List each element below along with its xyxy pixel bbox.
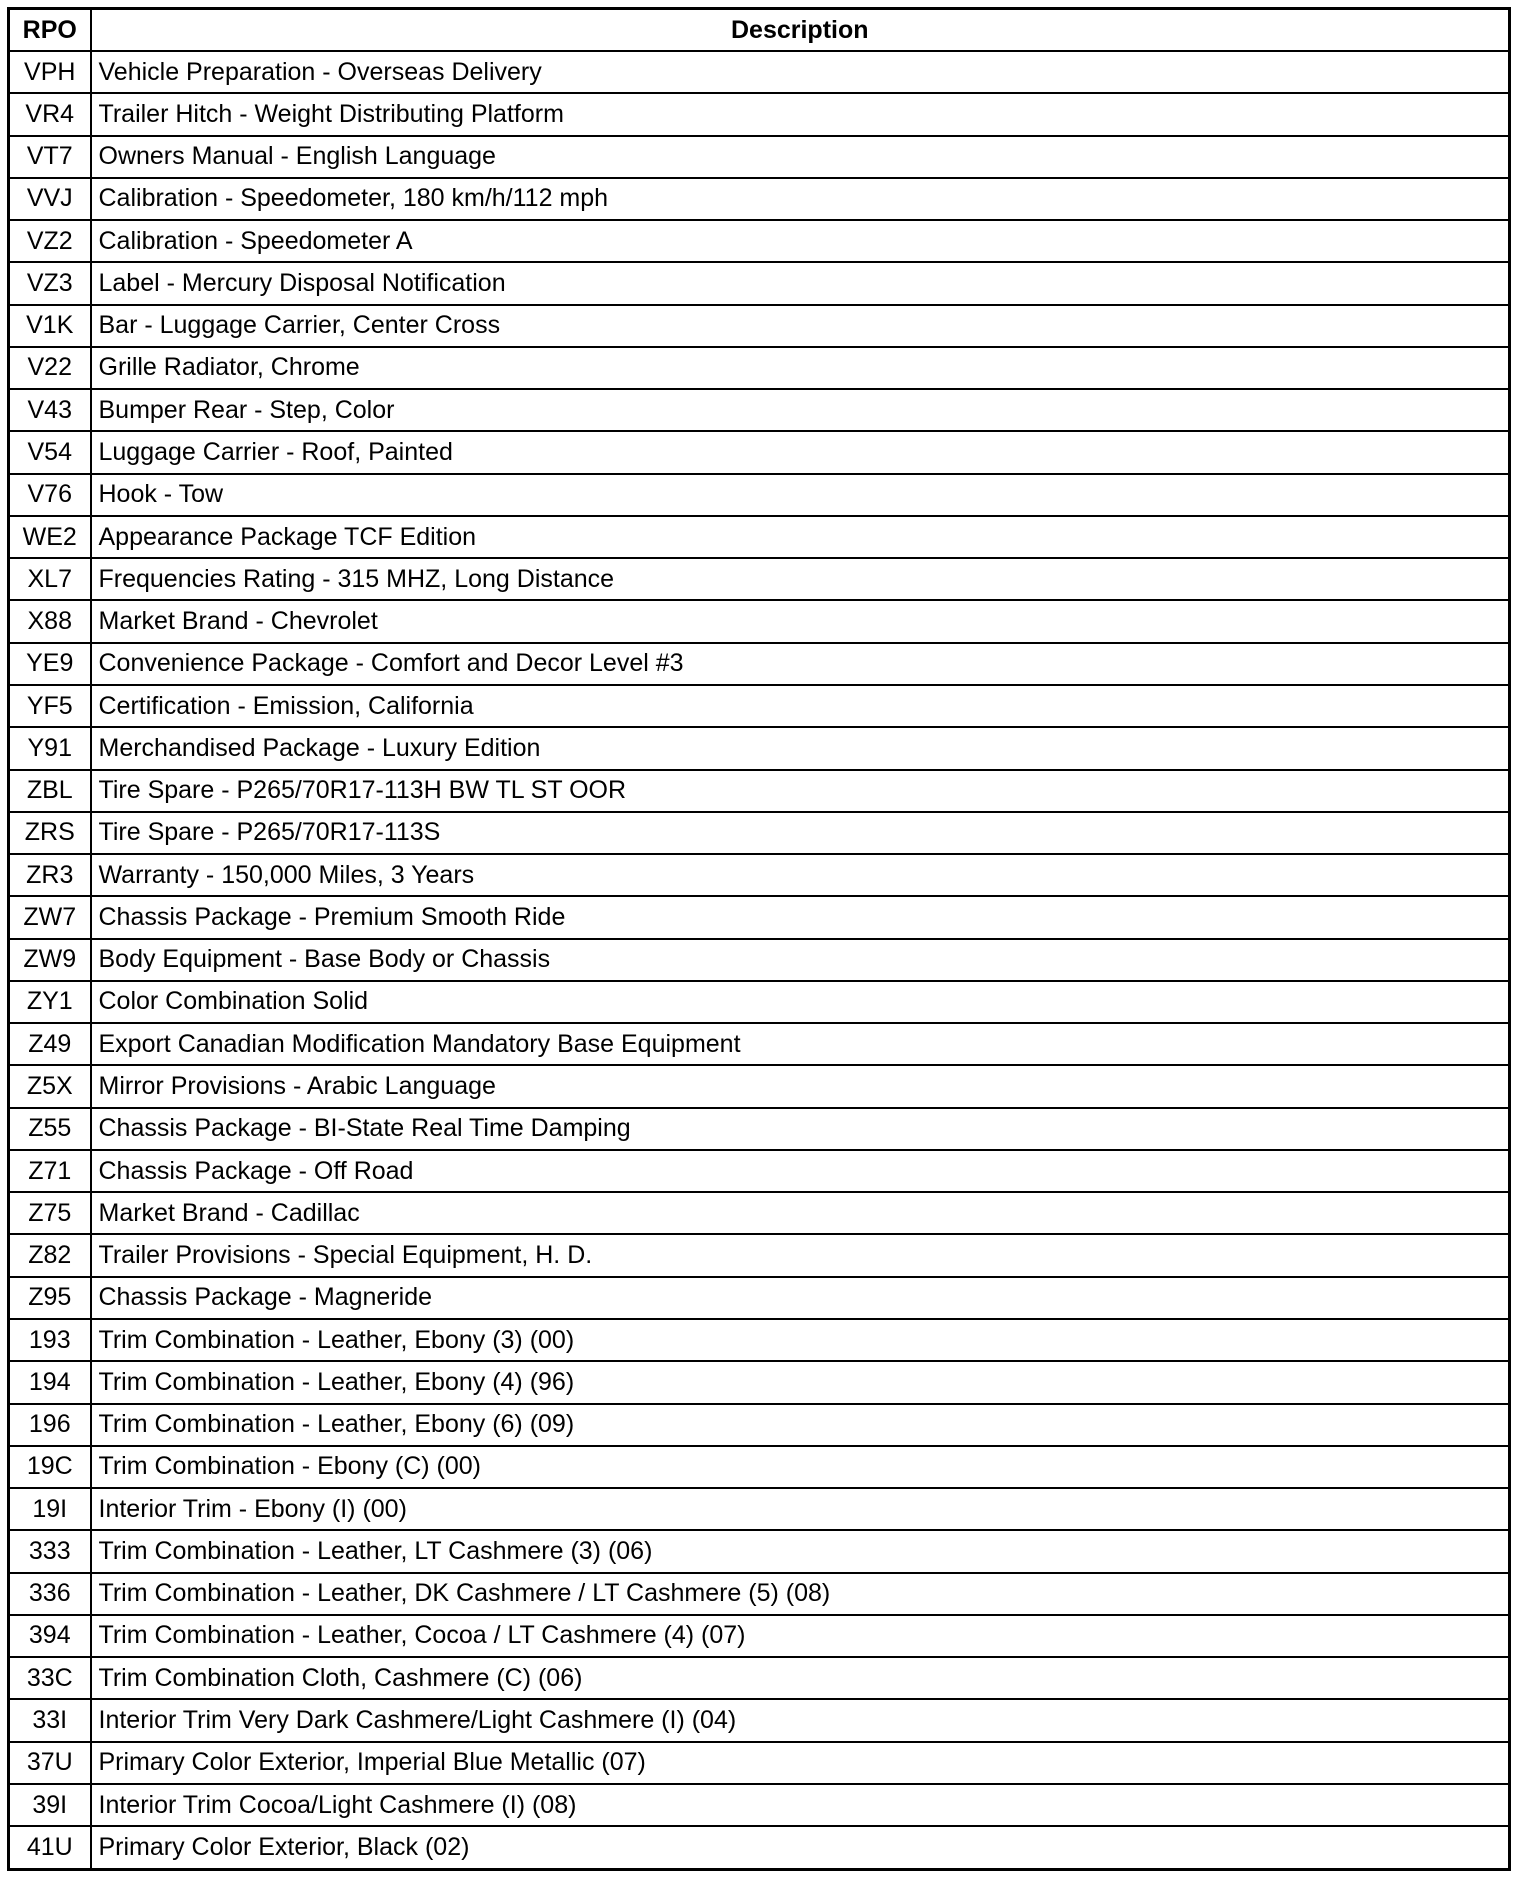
- description-cell: Merchandised Package - Luxury Edition: [91, 727, 1510, 769]
- rpo-code-cell: 37U: [9, 1742, 91, 1784]
- table-row: [9, 305, 1510, 347]
- table-row: [9, 1319, 1510, 1361]
- table-row: [9, 643, 1510, 685]
- header-rpo: RPO: [9, 9, 91, 52]
- description-cell: Convenience Package - Comfort and Decor Level #3: [91, 643, 1510, 685]
- table-row: [9, 1826, 1510, 1869]
- rpo-code-cell: 19I: [9, 1488, 91, 1530]
- rpo-code-cell: Z75: [9, 1192, 91, 1234]
- description-cell: Frequencies Rating - 315 MHZ, Long Distance: [91, 558, 1510, 600]
- table-row: [9, 220, 1510, 262]
- description-cell: Trailer Hitch - Weight Distributing Platform: [91, 93, 1510, 135]
- table-row: [9, 347, 1510, 389]
- rpo-code-cell: Z55: [9, 1108, 91, 1150]
- description-cell: Bumper Rear - Step, Color: [91, 389, 1510, 431]
- rpo-code-cell: Z49: [9, 1023, 91, 1065]
- table-row: [9, 389, 1510, 431]
- rpo-code-cell: WE2: [9, 516, 91, 558]
- description-cell: Trim Combination - Leather, Ebony (4) (96): [91, 1361, 1510, 1403]
- description-cell: Trim Combination Cloth, Cashmere (C) (06): [91, 1657, 1510, 1699]
- description-cell: Bar - Luggage Carrier, Center Cross: [91, 305, 1510, 347]
- rpo-code-cell: V22: [9, 347, 91, 389]
- table-row: [9, 854, 1510, 896]
- table-row: [9, 178, 1510, 220]
- description-cell: Trim Combination - Leather, Cocoa / LT Cashmere (4) (07): [91, 1615, 1510, 1657]
- table-row: [9, 1404, 1510, 1446]
- rpo-code-cell: 194: [9, 1361, 91, 1403]
- description-cell: Primary Color Exterior, Imperial Blue Metallic (07): [91, 1742, 1510, 1784]
- description-cell: Body Equipment - Base Body or Chassis: [91, 939, 1510, 981]
- description-cell: Appearance Package TCF Edition: [91, 516, 1510, 558]
- rpo-code-cell: 196: [9, 1404, 91, 1446]
- description-cell: Trim Combination - Leather, Ebony (6) (09): [91, 1404, 1510, 1446]
- table-body: [9, 51, 1510, 1870]
- table-row: [9, 1573, 1510, 1615]
- description-cell: Interior Trim Very Dark Cashmere/Light Cashmere (I) (04): [91, 1699, 1510, 1741]
- description-cell: Chassis Package - Off Road: [91, 1150, 1510, 1192]
- description-cell: Mirror Provisions - Arabic Language: [91, 1065, 1510, 1107]
- table-row: [9, 727, 1510, 769]
- rpo-code-cell: 33C: [9, 1657, 91, 1699]
- table-row: [9, 1657, 1510, 1699]
- table-row: [9, 474, 1510, 516]
- table-row: [9, 600, 1510, 642]
- rpo-code-cell: VZ2: [9, 220, 91, 262]
- table-row: [9, 1699, 1510, 1741]
- table-header-row: [9, 9, 1510, 52]
- header-description: Description: [91, 9, 1510, 52]
- description-cell: Chassis Package - BI-State Real Time Damping: [91, 1108, 1510, 1150]
- rpo-code-cell: 336: [9, 1573, 91, 1615]
- rpo-code-cell: ZY1: [9, 981, 91, 1023]
- description-cell: Interior Trim Cocoa/Light Cashmere (I) (08): [91, 1784, 1510, 1826]
- rpo-code-cell: V1K: [9, 305, 91, 347]
- rpo-code-cell: YF5: [9, 685, 91, 727]
- rpo-code-cell: VVJ: [9, 178, 91, 220]
- description-cell: Trim Combination - Leather, Ebony (3) (00): [91, 1319, 1510, 1361]
- table-row: [9, 136, 1510, 178]
- table-row: [9, 1108, 1510, 1150]
- rpo-code-cell: YE9: [9, 643, 91, 685]
- rpo-code-cell: XL7: [9, 558, 91, 600]
- rpo-code-cell: 193: [9, 1319, 91, 1361]
- table-row: [9, 981, 1510, 1023]
- description-cell: Tire Spare - P265/70R17-113S: [91, 812, 1510, 854]
- rpo-code-cell: V43: [9, 389, 91, 431]
- description-cell: Trailer Provisions - Special Equipment, H. D.: [91, 1234, 1510, 1276]
- rpo-code-cell: VZ3: [9, 262, 91, 304]
- description-cell: Label - Mercury Disposal Notification: [91, 262, 1510, 304]
- description-cell: Color Combination Solid: [91, 981, 1510, 1023]
- rpo-code-cell: VPH: [9, 51, 91, 93]
- rpo-code-cell: ZR3: [9, 854, 91, 896]
- description-cell: Market Brand - Chevrolet: [91, 600, 1510, 642]
- description-cell: Chassis Package - Premium Smooth Ride: [91, 896, 1510, 938]
- description-cell: Primary Color Exterior, Black (02): [91, 1826, 1510, 1869]
- table-row: [9, 93, 1510, 135]
- table-row: [9, 770, 1510, 812]
- rpo-code-cell: 41U: [9, 1826, 91, 1869]
- rpo-code-cell: Y91: [9, 727, 91, 769]
- description-cell: Tire Spare - P265/70R17-113H BW TL ST OOR: [91, 770, 1510, 812]
- table-row: [9, 685, 1510, 727]
- rpo-description-table: [7, 7, 1511, 1871]
- table-row: [9, 1150, 1510, 1192]
- table-row: [9, 1742, 1510, 1784]
- rpo-code-cell: Z95: [9, 1277, 91, 1319]
- table-row: [9, 1065, 1510, 1107]
- table-row: [9, 1615, 1510, 1657]
- table-row: [9, 1784, 1510, 1826]
- description-cell: Trim Combination - Leather, LT Cashmere (3) (06): [91, 1530, 1510, 1572]
- description-cell: Calibration - Speedometer, 180 km/h/112 mph: [91, 178, 1510, 220]
- rpo-code-cell: Z5X: [9, 1065, 91, 1107]
- table-row: [9, 812, 1510, 854]
- table-row: [9, 1192, 1510, 1234]
- table-row: [9, 939, 1510, 981]
- rpo-code-cell: ZW7: [9, 896, 91, 938]
- table-row: [9, 896, 1510, 938]
- table-row: [9, 51, 1510, 93]
- rpo-code-cell: VT7: [9, 136, 91, 178]
- rpo-code-cell: 333: [9, 1530, 91, 1572]
- table-row: [9, 1488, 1510, 1530]
- rpo-code-cell: ZBL: [9, 770, 91, 812]
- description-cell: Calibration - Speedometer A: [91, 220, 1510, 262]
- rpo-code-cell: 33I: [9, 1699, 91, 1741]
- description-cell: Vehicle Preparation - Overseas Delivery: [91, 51, 1510, 93]
- rpo-code-cell: ZW9: [9, 939, 91, 981]
- description-cell: Chassis Package - Magneride: [91, 1277, 1510, 1319]
- description-cell: Trim Combination - Ebony (C) (00): [91, 1446, 1510, 1488]
- description-cell: Trim Combination - Leather, DK Cashmere / LT Cashmere (5) (08): [91, 1573, 1510, 1615]
- description-cell: Export Canadian Modification Mandatory Base Equipment: [91, 1023, 1510, 1065]
- rpo-code-cell: VR4: [9, 93, 91, 135]
- table-row: [9, 262, 1510, 304]
- rpo-code-cell: 39I: [9, 1784, 91, 1826]
- table-row: [9, 558, 1510, 600]
- rpo-code-cell: V54: [9, 431, 91, 473]
- description-cell: Certification - Emission, California: [91, 685, 1510, 727]
- rpo-code-cell: ZRS: [9, 812, 91, 854]
- description-cell: Grille Radiator, Chrome: [91, 347, 1510, 389]
- description-cell: Hook - Tow: [91, 474, 1510, 516]
- rpo-code-cell: V76: [9, 474, 91, 516]
- table-row: [9, 1277, 1510, 1319]
- table-row: [9, 431, 1510, 473]
- rpo-code-cell: X88: [9, 600, 91, 642]
- rpo-code-cell: 19C: [9, 1446, 91, 1488]
- table-row: [9, 1446, 1510, 1488]
- rpo-code-cell: Z71: [9, 1150, 91, 1192]
- description-cell: Interior Trim - Ebony (I) (00): [91, 1488, 1510, 1530]
- table-row: [9, 516, 1510, 558]
- table-row: [9, 1361, 1510, 1403]
- description-cell: Warranty - 150,000 Miles, 3 Years: [91, 854, 1510, 896]
- description-cell: Market Brand - Cadillac: [91, 1192, 1510, 1234]
- description-cell: Owners Manual - English Language: [91, 136, 1510, 178]
- table-row: [9, 1530, 1510, 1572]
- description-cell: Luggage Carrier - Roof, Painted: [91, 431, 1510, 473]
- rpo-code-cell: Z82: [9, 1234, 91, 1276]
- rpo-code-cell: 394: [9, 1615, 91, 1657]
- table-row: [9, 1234, 1510, 1276]
- table-row: [9, 1023, 1510, 1065]
